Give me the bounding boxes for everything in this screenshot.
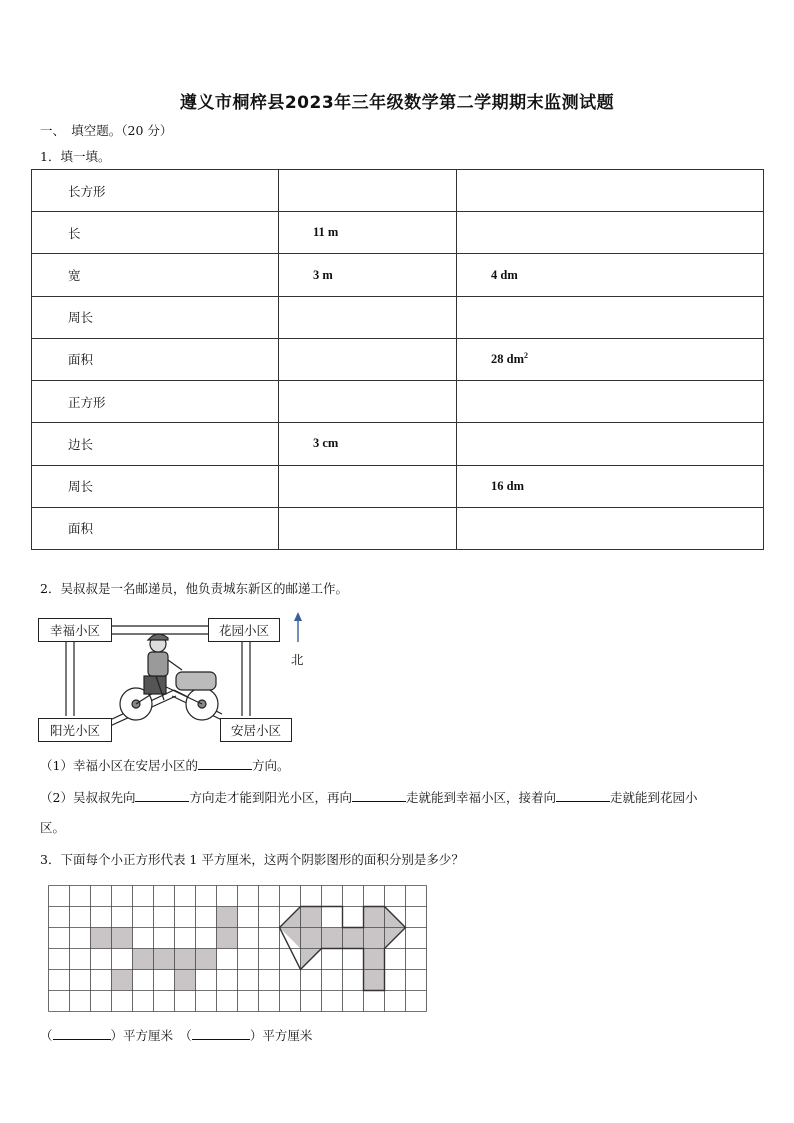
- q3-prompt: 3．下面每个小正方形代表 1 平方厘米，这两个阴影图形的面积分别是多少？: [40, 852, 464, 867]
- map-label-bottom-right: 安居小区: [220, 718, 292, 742]
- q2-prompt: 2．吴叔叔是一名邮递员，他负责城东新区的邮递工作。: [40, 581, 348, 596]
- answer-blank[interactable]: [192, 1027, 250, 1040]
- table-cell[interactable]: [279, 381, 457, 423]
- table-cell: 3 cm: [279, 423, 457, 465]
- table-row: [32, 338, 764, 380]
- shaded-cell-shape1: [133, 949, 154, 970]
- table-row: [32, 212, 764, 254]
- shaded-cell-shape1: [175, 949, 196, 970]
- table-cell[interactable]: [457, 170, 764, 212]
- table-cell[interactable]: [279, 170, 457, 212]
- q2-sub1: （1）幸福小区在安居小区的 方向。: [40, 758, 290, 773]
- table-row: [32, 381, 764, 423]
- table-cell[interactable]: [279, 507, 457, 549]
- q3-answers: （ ）平方厘米 （ ）平方厘米: [40, 1028, 313, 1043]
- table-cell[interactable]: [279, 465, 457, 507]
- shaded-cell-shape1: [217, 928, 238, 949]
- q1-table: [31, 169, 764, 550]
- table-cell: 16 dm: [457, 465, 764, 507]
- table-cell: 面积: [32, 338, 279, 380]
- table-row: [32, 423, 764, 465]
- postman-illustration: [120, 634, 218, 720]
- shaded-cell-shape2: [364, 970, 385, 991]
- north-arrow-icon: [294, 612, 302, 642]
- table-cell: 边长: [32, 423, 279, 465]
- table-cell[interactable]: [457, 381, 764, 423]
- table-cell: 3 m: [279, 254, 457, 296]
- table-row: [32, 170, 764, 212]
- table-cell: 4 dm: [457, 254, 764, 296]
- q2-sub2: （2）吴叔叔先向 方向走才能到阳光小区，再向 走就能到幸福小区，接着向 走就能到花园小: [40, 790, 698, 805]
- shaded-cell-shape2: [364, 907, 385, 928]
- shaded-cell-shape1: [112, 928, 133, 949]
- table-row: [32, 254, 764, 296]
- answer-blank[interactable]: [53, 1027, 111, 1040]
- answer-blank[interactable]: [556, 789, 610, 802]
- table-cell: 长: [32, 212, 279, 254]
- shaded-cell-shape2: [364, 949, 385, 970]
- shaded-cell-shape1: [112, 970, 133, 991]
- table-row: [32, 465, 764, 507]
- answer-blank[interactable]: [135, 789, 189, 802]
- table-cell[interactable]: [457, 507, 764, 549]
- map-label-bottom-left: 阳光小区: [38, 718, 112, 742]
- table-cell[interactable]: [457, 212, 764, 254]
- table-cell: 面积: [32, 507, 279, 549]
- shaded-cell-shape1: [91, 928, 112, 949]
- q2-sub2-cont: 区。: [40, 820, 66, 835]
- shaded-cell-shape1: [217, 907, 238, 928]
- north-label: 北: [291, 652, 304, 667]
- table-cell[interactable]: [457, 423, 764, 465]
- table-cell[interactable]: [457, 296, 764, 338]
- shaded-cell-shape2: [364, 928, 385, 949]
- shaded-cell-shape2: [301, 907, 322, 928]
- table-cell: 宽: [32, 254, 279, 296]
- table-row: [32, 296, 764, 338]
- table-cell[interactable]: [279, 296, 457, 338]
- table-row: [32, 507, 764, 549]
- table-cell: 周长: [32, 465, 279, 507]
- q1-prompt: 1．填一填。: [40, 149, 111, 164]
- shaded-cell-shape1: [175, 970, 196, 991]
- table-cell: 11 m: [279, 212, 457, 254]
- page-title: 遵义市桐梓县2023年三年级数学第二学期期末监测试题: [179, 93, 615, 113]
- q3-grid-figure: [48, 885, 428, 1013]
- section-heading: 一、 填空题。（20 分）: [40, 123, 173, 138]
- answer-blank[interactable]: [198, 757, 252, 770]
- map-label-top-left: 幸福小区: [38, 618, 112, 642]
- answer-blank[interactable]: [352, 789, 406, 802]
- shaded-cell-shape2: [322, 928, 343, 949]
- table-cell: 长方形: [32, 170, 279, 212]
- table-cell: 28 $dm^2$: [457, 338, 764, 380]
- shaded-cell-shape2: [301, 928, 322, 949]
- shaded-triangle: [280, 928, 301, 949]
- shaded-cell-shape1: [154, 949, 175, 970]
- shaded-cell-shape1: [196, 949, 217, 970]
- map-label-top-right: 花园小区: [208, 618, 280, 642]
- table-cell[interactable]: [279, 338, 457, 380]
- table-cell: 正方形: [32, 381, 279, 423]
- shaded-cell-shape2: [343, 928, 364, 949]
- table-cell: 周长: [32, 296, 279, 338]
